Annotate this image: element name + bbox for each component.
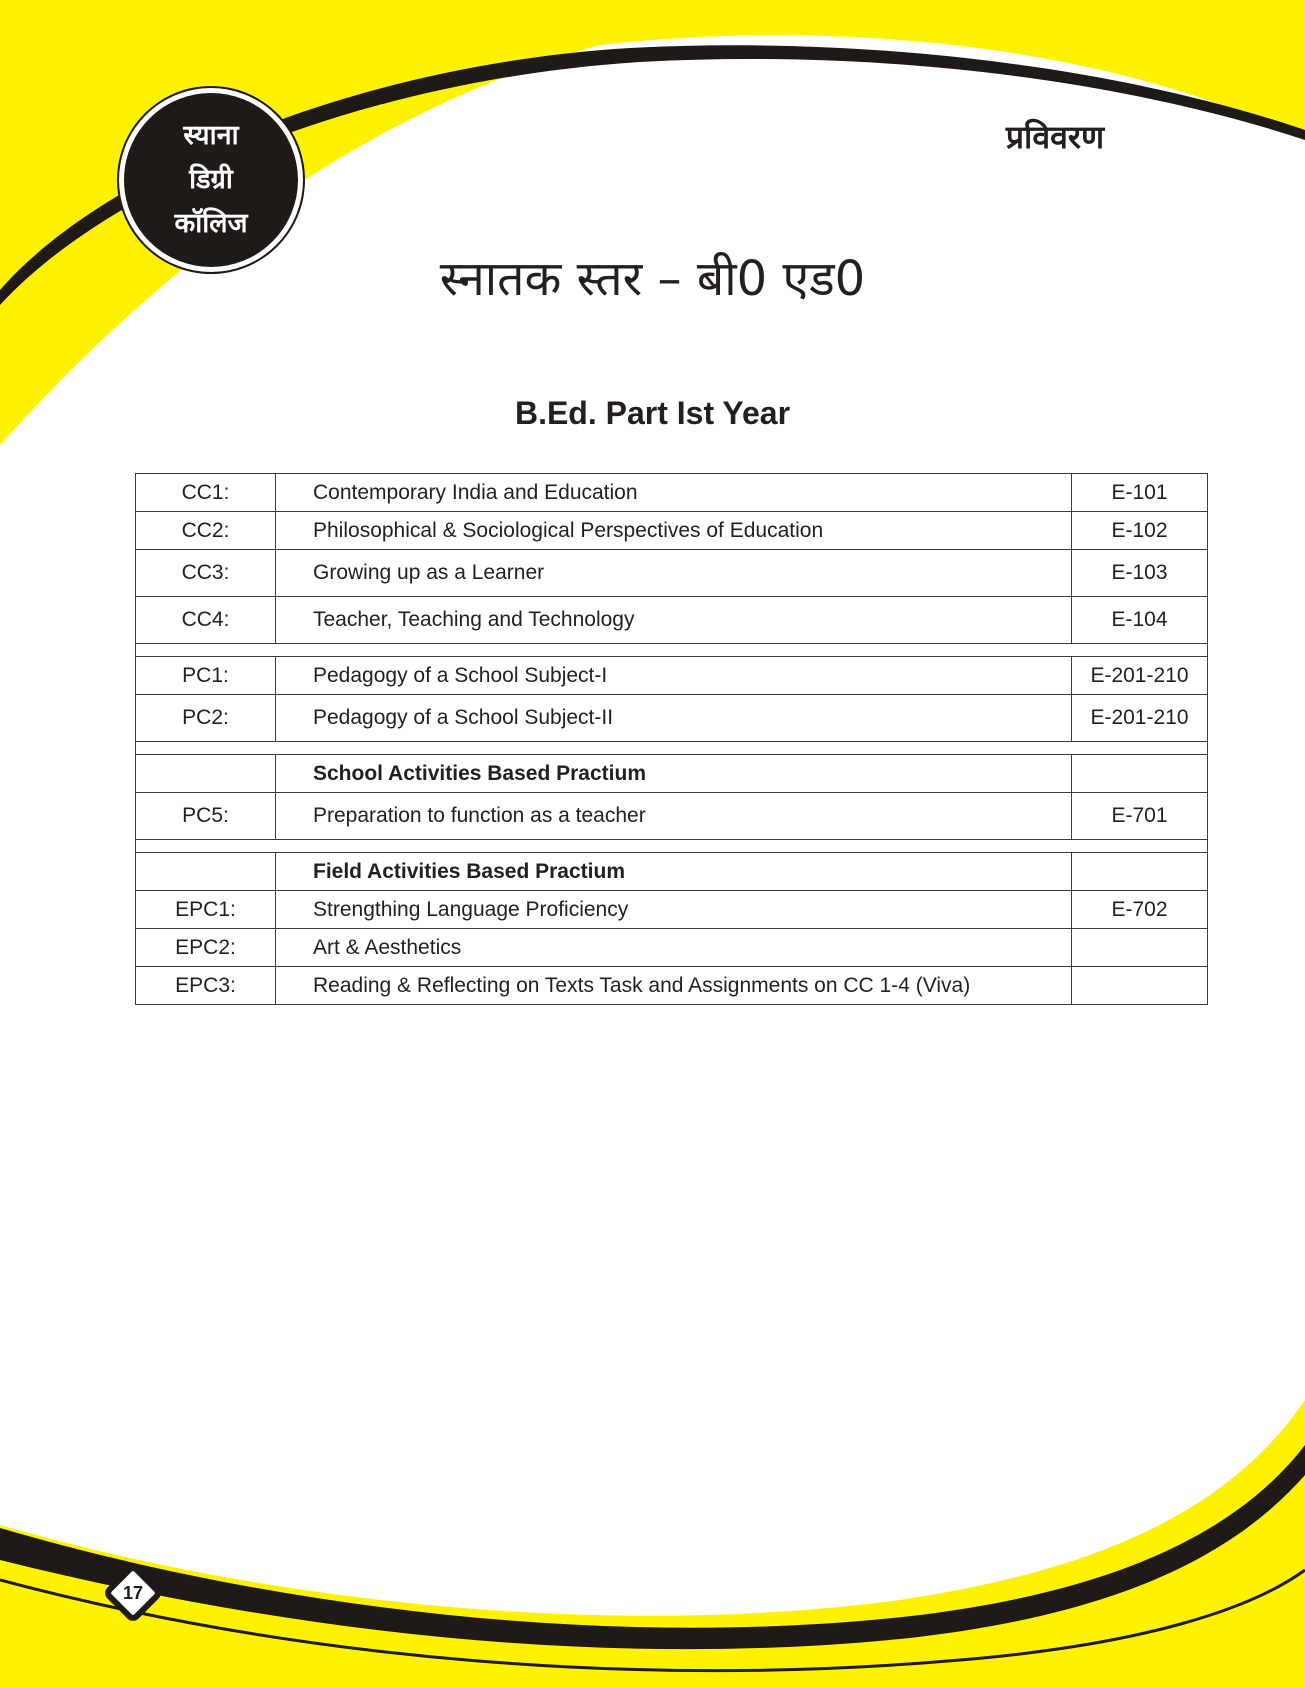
paper-code: E-104 (1072, 597, 1208, 644)
logo-line-3: कॉलिज (174, 208, 248, 239)
page-number: 17 (122, 1583, 144, 1603)
course-title: Reading & Reflecting on Texts Task and Assignments on CC 1-4 (Viva) (276, 967, 1072, 1005)
paper-code: E-201-210 (1072, 695, 1208, 742)
course-code: CC3: (136, 550, 276, 597)
paper-code: E-702 (1072, 891, 1208, 929)
paper-code: E-201-210 (1072, 657, 1208, 695)
table-row (136, 891, 1208, 929)
course-code: PC2: (136, 695, 276, 742)
paper-code (1072, 853, 1208, 891)
logo-line-1: स्याना (183, 120, 239, 151)
table-row (136, 967, 1208, 1005)
table-row (136, 793, 1208, 840)
table-spacer-row (136, 840, 1208, 853)
course-code: CC2: (136, 512, 276, 550)
paper-code: E-103 (1072, 550, 1208, 597)
document-label: प्रविवरण (1005, 118, 1105, 156)
course-code: CC4: (136, 597, 276, 644)
course-title: Growing up as a Learner (276, 550, 1072, 597)
table-section-heading-row (136, 755, 1208, 793)
table-row (136, 474, 1208, 512)
table-row (136, 929, 1208, 967)
course-code: EPC3: (136, 967, 276, 1005)
page-number-badge (105, 1565, 161, 1621)
course-code (136, 755, 276, 793)
table-spacer-row (136, 742, 1208, 755)
course-code: CC1: (136, 474, 276, 512)
course-title: Contemporary India and Education (276, 474, 1072, 512)
table-row (136, 597, 1208, 644)
paper-code: E-102 (1072, 512, 1208, 550)
course-title: Philosophical & Sociological Perspectives of Education (276, 512, 1072, 550)
course-title: Strengthing Language Proficiency (276, 891, 1072, 929)
course-title: Teacher, Teaching and Technology (276, 597, 1072, 644)
logo-line-2: डिग्री (189, 164, 233, 195)
paper-code: E-101 (1072, 474, 1208, 512)
course-code: PC5: (136, 793, 276, 840)
course-code: EPC2: (136, 929, 276, 967)
course-title: Preparation to function as a teacher (276, 793, 1072, 840)
section-heading: Field Activities Based Practium (276, 853, 1072, 891)
section-subtitle: B.Ed. Part Ist Year (514, 395, 791, 431)
course-code: EPC1: (136, 891, 276, 929)
section-heading: School Activities Based Practium (276, 755, 1072, 793)
course-title: Pedagogy of a School Subject-II (276, 695, 1072, 742)
course-code: PC1: (136, 657, 276, 695)
course-table (135, 473, 1208, 1005)
paper-code (1072, 755, 1208, 793)
course-title: Pedagogy of a School Subject-I (276, 657, 1072, 695)
table-row (136, 550, 1208, 597)
table-row (136, 512, 1208, 550)
table-row (136, 657, 1208, 695)
paper-code: E-701 (1072, 793, 1208, 840)
table-row (136, 695, 1208, 742)
page-title: स्नातक स्तर – बी0 एड0 (439, 251, 866, 307)
paper-code (1072, 929, 1208, 967)
course-title: Art & Aesthetics (276, 929, 1072, 967)
table-spacer-row (136, 644, 1208, 657)
course-code (136, 853, 276, 891)
table-section-heading-row (136, 853, 1208, 891)
paper-code (1072, 967, 1208, 1005)
